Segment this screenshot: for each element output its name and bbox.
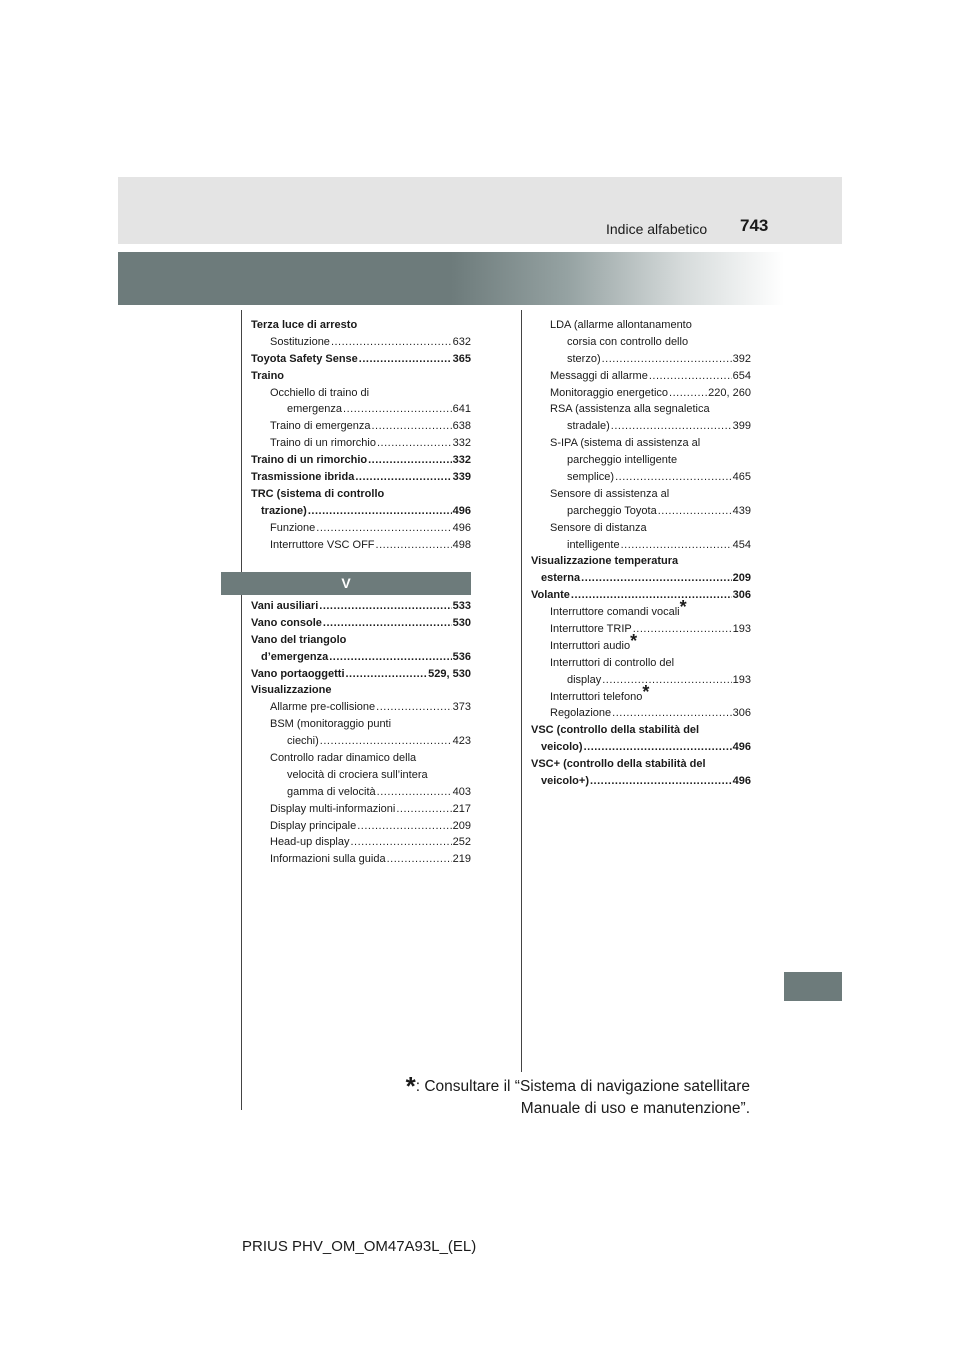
- leader-dots: [377, 786, 452, 798]
- index-entry-term: Vani ausiliari: [251, 600, 319, 612]
- index-entry-page: 403: [452, 785, 471, 798]
- leader-dots: [658, 505, 732, 517]
- index-entry-page: 654: [732, 369, 751, 382]
- leader-dots: [376, 539, 452, 551]
- chapter-tab-marker: [784, 972, 842, 1001]
- index-entry-term: Sensore di assistenza al: [550, 487, 670, 500]
- index-entry-term: Sostituzione: [270, 335, 330, 348]
- index-entry: [251, 522, 471, 539]
- footnote-line-2: Manuale di uso e manutenzione”.: [520, 1100, 750, 1117]
- index-entry: [251, 684, 471, 701]
- index-entry-term: emergenza: [287, 403, 343, 416]
- leader-dots: [371, 420, 451, 432]
- index-entry-term: parcheggio Toyota: [567, 504, 657, 517]
- index-entry: [531, 403, 751, 420]
- index-entry-term: parcheggio intelligente: [567, 454, 678, 467]
- index-entry-term: Vano del triangolo: [251, 633, 347, 646]
- footnote-asterisk: *: [679, 597, 687, 618]
- column-divider-left: [241, 310, 242, 1110]
- index-entry: [251, 353, 471, 370]
- leader-dots: [621, 539, 732, 551]
- index-entry: [531, 539, 751, 556]
- index-entry-term: semplice): [567, 471, 615, 484]
- leader-dots: [649, 370, 732, 382]
- index-entry: [251, 403, 471, 420]
- index-entry-term: stradale): [567, 420, 610, 433]
- index-entry-term: S-IPA (sistema di assistenza al: [550, 437, 701, 450]
- leader-dots: [396, 803, 451, 815]
- index-entry: [251, 786, 471, 803]
- index-entry-term: Traino di emergenza: [270, 420, 371, 433]
- index-entry-term: intelligente: [567, 538, 620, 551]
- leader-dots: [346, 668, 428, 680]
- index-entry-page: 306: [732, 707, 751, 720]
- index-entry-term: Funzione: [270, 521, 316, 534]
- index-entry: [531, 623, 751, 640]
- index-entry-term: Interruttore VSC OFF: [270, 538, 375, 551]
- leader-dots: [669, 387, 707, 399]
- index-entry-page: 399: [732, 420, 751, 433]
- leader-dots: [368, 454, 452, 466]
- index-entry-page: 209: [452, 819, 471, 832]
- index-entry: [251, 803, 471, 820]
- index-entry-page: 217: [452, 802, 471, 815]
- index-entry-page: 496: [732, 775, 751, 788]
- index-entry: [251, 651, 471, 668]
- index-entry-term: Terza luce di arresto: [251, 319, 358, 331]
- leader-dots: [590, 775, 732, 787]
- index-entry-page: 306: [732, 589, 751, 602]
- footnote-star: *: [405, 1071, 416, 1101]
- index-entry-page: 530: [452, 616, 471, 629]
- leader-dots: [571, 589, 732, 601]
- index-entry: [531, 420, 751, 437]
- index-entry: [251, 735, 471, 752]
- index-entry-page: 533: [452, 600, 471, 612]
- index-entry-page: 465: [732, 471, 751, 484]
- index-entry-page: 332: [452, 437, 471, 450]
- index-entry-term: TRC (sistema di controllo: [251, 487, 385, 500]
- index-entry: [251, 420, 471, 437]
- index-entry: [531, 741, 751, 758]
- index-entry-term: Vano portaoggetti: [251, 667, 345, 680]
- index-entry-page: 209: [732, 572, 751, 585]
- index-entry: [531, 775, 751, 792]
- index-entry: [251, 437, 471, 454]
- index-entry-page: 496: [732, 741, 751, 754]
- leader-dots: [357, 820, 451, 832]
- header-band: [118, 177, 842, 244]
- index-entry: [531, 630, 751, 657]
- index-entry: [531, 597, 751, 623]
- index-entry: [251, 752, 471, 769]
- index-entry-term: ciechi): [287, 735, 319, 748]
- index-entry-page: 529, 530: [428, 667, 471, 680]
- index-entry-term: velocità di crociera sull’intera: [287, 768, 428, 781]
- index-entry-term: Informazioni sulla guida: [270, 853, 386, 866]
- index-entry: [531, 471, 751, 488]
- decorative-gradient-band: [118, 252, 842, 305]
- index-entry: [251, 836, 471, 853]
- leader-dots: [355, 471, 451, 483]
- index-entry-page: 219: [452, 853, 471, 866]
- index-entry: [531, 707, 751, 724]
- index-entry-term: Regolazione: [550, 707, 612, 720]
- index-entry: [531, 681, 751, 708]
- index-entry-page: 641: [452, 403, 471, 416]
- index-entry-term: gamma di velocità: [287, 785, 376, 798]
- column-divider-middle: [521, 310, 522, 1072]
- index-entry: [251, 488, 471, 505]
- index-entry-term: Traino: [251, 369, 285, 382]
- section-title: Indice alfabetico: [606, 221, 708, 237]
- index-entry: [531, 674, 751, 691]
- index-entry-term: Traino di un rimorchio: [251, 454, 368, 467]
- index-entry-term: BSM (monitoraggio punti: [270, 718, 392, 731]
- index-entry-term: veicolo+): [541, 775, 589, 788]
- leader-dots: [581, 572, 732, 584]
- leader-dots: [351, 836, 452, 848]
- index-entry-page: 439: [732, 504, 751, 517]
- index-entry-page: 638: [452, 420, 471, 433]
- index-entry-term: display: [567, 673, 602, 686]
- index-entry-term: VSC+ (controllo della stabilità del: [531, 758, 706, 771]
- leader-dots: [584, 741, 732, 753]
- index-entry-term: Monitoraggio energetico: [550, 386, 669, 399]
- index-entry-page: 332: [452, 454, 471, 467]
- footnote-asterisk: *: [630, 630, 638, 651]
- index-entry: [531, 454, 751, 471]
- footnote: [380, 1071, 750, 1120]
- leader-dots: [343, 403, 452, 415]
- index-entry: [531, 387, 751, 404]
- index-entry-term: Visualizzazione temperatura: [531, 555, 679, 568]
- index-entry-term: Interruttori telefono: [550, 690, 643, 703]
- index-entry-term: corsia con controllo dello: [567, 335, 689, 348]
- index-entry-term: Interruttori audio: [550, 639, 631, 652]
- index-entry: [531, 319, 751, 336]
- index-entry: [251, 336, 471, 353]
- index-entry-page: 365: [452, 352, 471, 365]
- leader-dots: [359, 353, 452, 365]
- index-entry: [251, 387, 471, 404]
- index-entry-page: 193: [732, 623, 751, 636]
- index-entry: [531, 353, 751, 370]
- index-entry: [251, 454, 471, 471]
- leader-dots: [329, 651, 451, 663]
- index-entry: [251, 600, 471, 617]
- index-entry-term: Display principale: [270, 819, 357, 832]
- index-entry: [531, 522, 751, 539]
- index-entry-term: Interruttore TRIP: [550, 623, 632, 636]
- index-entry: [251, 820, 471, 837]
- index-entry-term: Display multi-informazioni: [270, 802, 396, 815]
- index-entry: [531, 572, 751, 589]
- index-entry-term: Volante: [531, 589, 570, 602]
- index-entry-term: Traino di un rimorchio: [270, 437, 376, 450]
- index-entry-term: Vano console: [251, 616, 322, 629]
- leader-dots: [316, 522, 451, 534]
- index-entry: [531, 437, 751, 454]
- footnote-line-1: *: Consultare il “Sistema di navigazione satellitare: [405, 1071, 750, 1101]
- leader-dots: [308, 505, 452, 517]
- index-entry-page: 339: [452, 471, 471, 484]
- index-entry: [251, 617, 471, 634]
- index-entry: [251, 769, 471, 786]
- index-entry-term: Controllo radar dinamico della: [270, 752, 417, 765]
- index-entry-term: Messaggi di allarme: [550, 369, 648, 382]
- index-entry: [251, 505, 471, 522]
- index-entry-page: 536: [452, 650, 471, 663]
- index-entry-term: sterzo): [567, 352, 601, 365]
- index-entry: [251, 634, 471, 651]
- leader-dots: [602, 674, 731, 686]
- index-entry: [251, 668, 471, 685]
- index-entry-page: 423: [452, 735, 471, 748]
- index-entry: [531, 555, 751, 572]
- index-entry-term: d’emergenza: [261, 650, 329, 663]
- page-number: 743: [740, 216, 769, 235]
- leader-dots: [633, 623, 732, 635]
- index-entry: [531, 488, 751, 505]
- index-entry-term: Toyota Safety Sense: [251, 352, 358, 365]
- index-entry-term: Interruttori di controllo del: [550, 656, 675, 669]
- index-entry-term: veicolo): [541, 741, 583, 754]
- index-entry-page: 496: [452, 521, 471, 534]
- index-column-right: [531, 319, 751, 792]
- index-entry: [531, 758, 751, 775]
- index-entry: [251, 701, 471, 718]
- index-entry-term: Sensore di distanza: [550, 521, 647, 534]
- leader-dots: [612, 707, 731, 719]
- leader-dots: [331, 336, 452, 348]
- index-entry: [531, 589, 751, 606]
- leader-dots: [319, 600, 451, 612]
- leader-dots: [387, 853, 452, 865]
- index-entry-term: Occhiello di traino di: [270, 386, 370, 399]
- document-id: PRIUS PHV_OM_OM47A93L_(EL): [242, 1238, 477, 1255]
- leader-dots: [377, 437, 452, 449]
- index-entry-page: 454: [732, 538, 751, 551]
- index-entry-term: Allarme pre-collisione: [270, 701, 376, 714]
- footnote-asterisk: *: [642, 681, 650, 702]
- index-entry: [251, 370, 471, 387]
- index-entry-term: RSA (assistenza alla segnaletica: [550, 403, 710, 416]
- index-entry-term: esterna: [541, 572, 581, 585]
- leader-dots: [320, 735, 452, 747]
- index-entry-page: 498: [452, 538, 471, 551]
- index-entry: [251, 471, 471, 488]
- index-entry-page: 496: [452, 504, 471, 517]
- leader-dots: [611, 420, 732, 432]
- index-entry: [251, 718, 471, 735]
- letter-heading: V: [221, 572, 471, 595]
- index-entry-term: trazione): [261, 504, 307, 517]
- index-column-left-top: [251, 319, 471, 555]
- index-entry-term: VSC (controllo della stabilità del: [531, 724, 700, 737]
- index-entry: [531, 657, 751, 674]
- leader-dots: [323, 617, 452, 629]
- index-entry-term: Visualizzazione: [251, 684, 332, 697]
- index-entry-page: 220, 260: [708, 386, 751, 399]
- index-entry-term: Head-up display: [270, 836, 350, 849]
- index-entry-page: 632: [452, 335, 471, 348]
- index-entry: [251, 319, 471, 336]
- index-entry-page: 392: [732, 352, 751, 365]
- index-entry: [531, 336, 751, 353]
- index-entry-term: Interruttore comandi vocali: [550, 606, 680, 619]
- index-entry: [531, 505, 751, 522]
- leader-dots: [615, 471, 732, 483]
- index-entry-page: 373: [452, 701, 471, 714]
- leader-dots: [376, 701, 451, 713]
- index-entry: [251, 853, 471, 870]
- index-entry: [531, 724, 751, 741]
- leader-dots: [602, 353, 732, 365]
- index-entry-page: 193: [732, 673, 751, 686]
- index-column-left-bottom: [251, 600, 471, 870]
- index-entry-term: Trasmissione ibrida: [251, 471, 355, 484]
- index-entry-page: 252: [452, 836, 471, 849]
- index-entry: [531, 370, 751, 387]
- index-entry-term: LDA (allarme allontanamento: [550, 319, 692, 331]
- index-entry: [251, 539, 471, 556]
